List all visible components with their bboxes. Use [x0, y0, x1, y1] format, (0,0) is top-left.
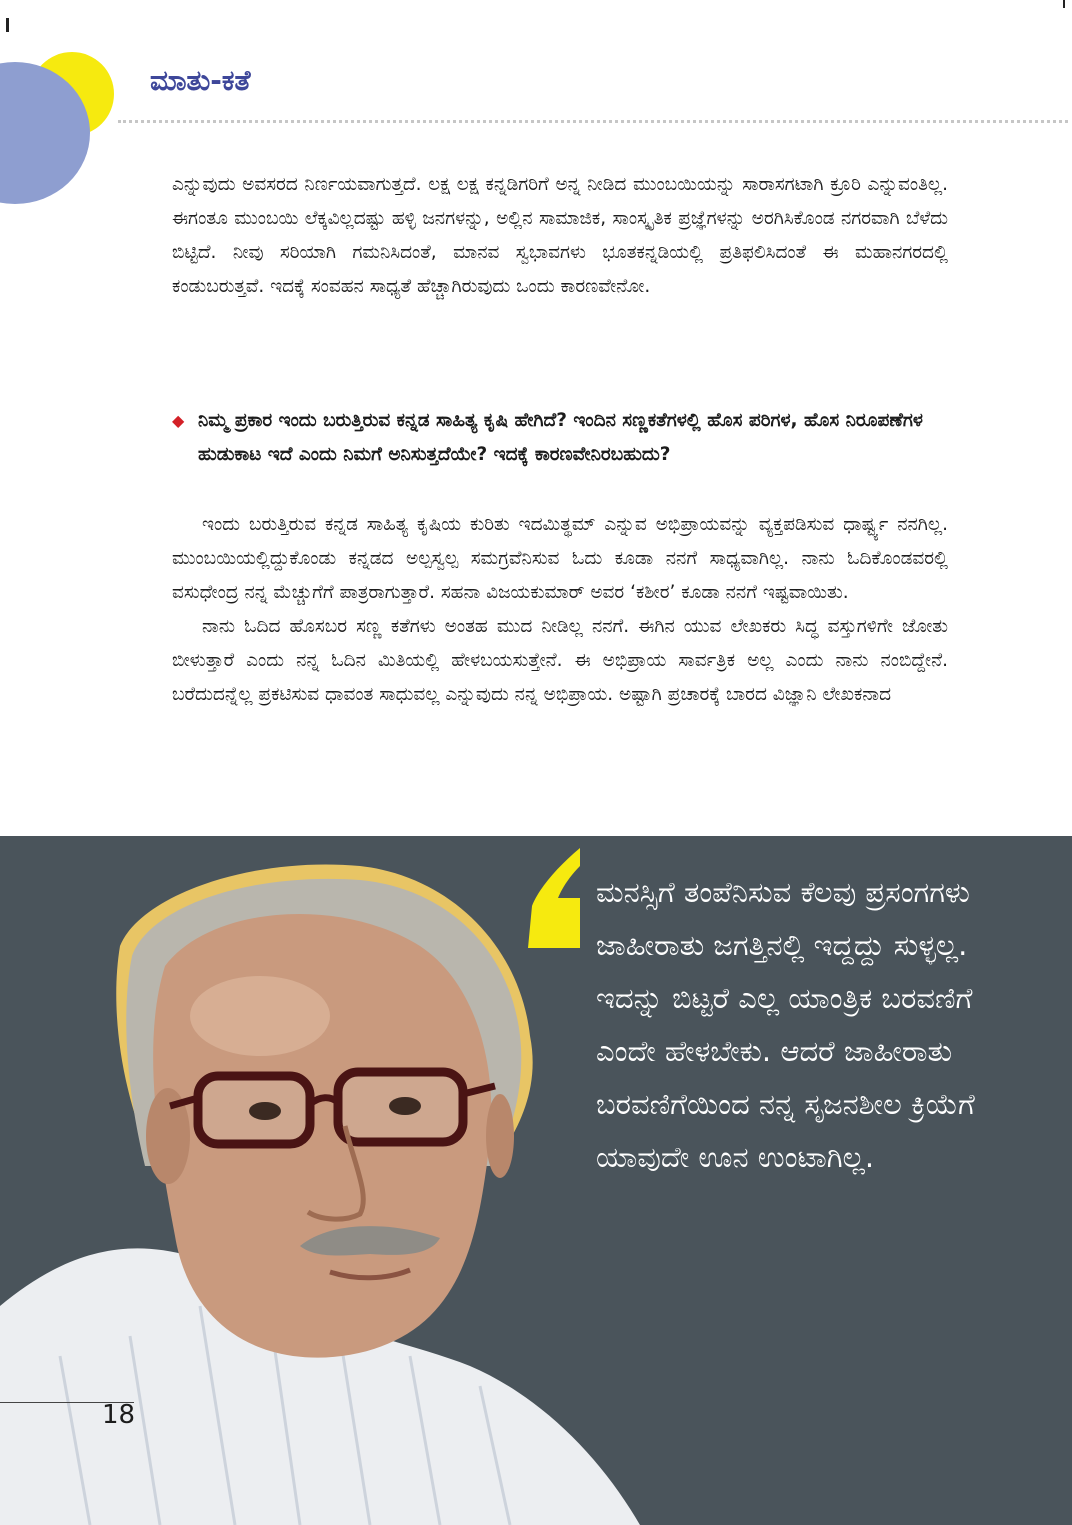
page-number: 18	[102, 1400, 136, 1430]
question-text: ನಿಮ್ಮ ಪ್ರಕಾರ ಇಂದು ಬರುತ್ತಿರುವ ಕನ್ನಡ ಸಾಹಿತ್ಯ ಕೃಷಿ ಹೇಗಿದೆ? ಇಂದಿನ ಸಣ್ಣಕತೆಗಳಲ್ಲಿ ಹೊಸ ಪರಿಗಳ, ಹೊಸ ನಿರೂಪಣೆಗಳ ಹುಡುಕಾಟ ಇದೆ ಎಂದು ನಿಮಗೆ ಅನಿಸುತ್ತದೆಯೇ? ಇದಕ್ಕೆ ಕಾರಣವೇನಿರಬಹುದು?	[198, 410, 923, 465]
answer-paragraph: ಇಂದು ಬರುತ್ತಿರುವ ಕನ್ನಡ ಸಾಹಿತ್ಯ ಕೃಷಿಯ ಕುರಿತು ಇದಮಿತ್ಥಮ್ ಎನ್ನುವ ಅಭಿಪ್ರಾಯವನ್ನು ವ್ಯಕ್ತಪಡಿಸುವ ಧಾರ್ಷ್ಟ್ಯ ನನಗಿಲ್ಲ. ಮುಂಬಯಿಯಲ್ಲಿದ್ದುಕೊಂಡು ಕನ್ನಡದ ಅಲ್ಪಸ್ವಲ್ಪ ಸಮಗ್ರವೆನಿಸುವ ಓದು ಕೂಡಾ ನನಗೆ ಸಾಧ್ಯವಾಗಿಲ್ಲ. ನಾನು ಓದಿಕೊಂಡವರಲ್ಲಿ ವಸುಧೇಂದ್ರ ನನ್ನ ಮೆಚ್ಚುಗೆಗೆ ಪಾತ್ರರಾಗುತ್ತಾರೆ. ಸಹನಾ ವಿಜಯಕುಮಾರ್ ಅವರ ‘ಕಶೀರ’ ಕೂಡಾ ನನಗೆ ಇಷ್ಟವಾಯಿತು.	[172, 514, 948, 603]
intro-paragraph: ಎನ್ನುವುದು ಅವಸರದ ನಿರ್ಣಯವಾಗುತ್ತದೆ. ಲಕ್ಷ ಲಕ್ಷ ಕನ್ನಡಿಗರಿಗೆ ಅನ್ನ ನೀಡಿದ ಮುಂಬಯಿಯನ್ನು ಸಾರಾಸಗಟಾಗಿ ಕ್ರೂರಿ ಎನ್ನುವಂತಿಲ್ಲ. ಈಗಂತೂ ಮುಂಬಯಿ ಲೆಕ್ಕವಿಲ್ಲದಷ್ಟು ಹಳ್ಳಿ ಜನಗಳನ್ನು, ಅಲ್ಲಿನ ಸಾಮಾಜಿಕ, ಸಾಂಸ್ಕೃತಿಕ ಪ್ರಜ್ಞೆಗಳನ್ನು ಅರಗಿಸಿಕೊಂಡ ನಗರವಾಗಿ ಬೆಳೆದು ಬಿಟ್ಟಿದೆ. ನೀವು ಸರಿಯಾಗಿ ಗಮನಿಸಿದಂತೆ, ಮಾನವ ಸ್ವಭಾವಗಳು ಭೂತಕನ್ನಡಿಯಲ್ಲಿ ಪ್ರತಿಫಲಿಸಿದಂತೆ ಈ ಮಹಾನಗರದಲ್ಲಿ ಕಂಡುಬರುತ್ತವೆ. ಇದಕ್ಕೆ ಸಂವಹನ ಸಾಧ್ಯತೆ ಹೆಚ್ಚಾಗಿರುವುದು ಒಂದು ಕಾರಣವೇನೋ.	[172, 174, 948, 297]
answer-paragraph: ನಾನು ಓದಿದ ಹೊಸಬರ ಸಣ್ಣ ಕತೆಗಳು ಅಂತಹ ಮುದ ನೀಡಿಲ್ಲ ನನಗೆ. ಈಗಿನ ಯುವ ಲೇಖಕರು ಸಿದ್ಧ ವಸ್ತುಗಳಿಗೇ ಜೋತು ಬೀಳುತ್ತಾರೆ ಎಂದು ನನ್ನ ಓದಿನ ಮಿತಿಯಲ್ಲಿ ಹೇಳಬಯಸುತ್ತೇನೆ. ಈ ಅಭಿಪ್ರಾಯ ಸಾರ್ವತ್ರಿಕ ಅಲ್ಲ ಎಂದು ನಾನು ನಂಬಿದ್ದೇನೆ. ಬರೆದುದನ್ನೆಲ್ಲ ಪ್ರಕಟಿಸುವ ಧಾವಂತ ಸಾಧುವಲ್ಲ ಎನ್ನುವುದು ನನ್ನ ಅಭಿಪ್ರಾಯ. ಅಷ್ಟಾಗಿ ಪ್ರಚಾರಕ್ಕೆ ಬಾರದ ವಿಜ್ಞಾನಿ ಲೇಖಕನಾದ	[172, 616, 948, 705]
interview-question	[172, 404, 932, 472]
section-title: ಮಾತು-ಕತೆ	[150, 64, 251, 97]
crop-mark-top-left	[6, 18, 9, 32]
answer-body	[172, 508, 948, 712]
quote-mark-icon	[528, 848, 580, 948]
crop-mark-top-right	[1063, 0, 1065, 8]
header-dotted-divider	[118, 120, 1068, 123]
pull-quote: ಮನಸ್ಸಿಗೆ ತಂಪೆನಿಸುವ ಕೆಲವು ಪ್ರಸಂಗಗಳು ಜಾಹೀರಾತು ಜಗತ್ತಿನಲ್ಲಿ ಇದ್ದದ್ದು ಸುಳ್ಳಲ್ಲ. ಇದನ್ನು ಬಿಟ್ಟರೆ ಎಲ್ಲ ಯಾಂತ್ರಿಕ ಬರವಣಿಗೆ ಎಂದೇ ಹೇಳಬೇಕು. ಆದರೆ ಜಾಹೀರಾತು ಬರವಣಿಗೆಯಿಂದ ನನ್ನ ಸೃಜನಶೀಲ ಕ್ರಿಯೆಗೆ ಯಾವುದೇ ಊನ ಉಂಟಾಗಿಲ್ಲ.	[596, 875, 975, 1174]
diamond-bullet-icon: ◆	[172, 411, 185, 430]
